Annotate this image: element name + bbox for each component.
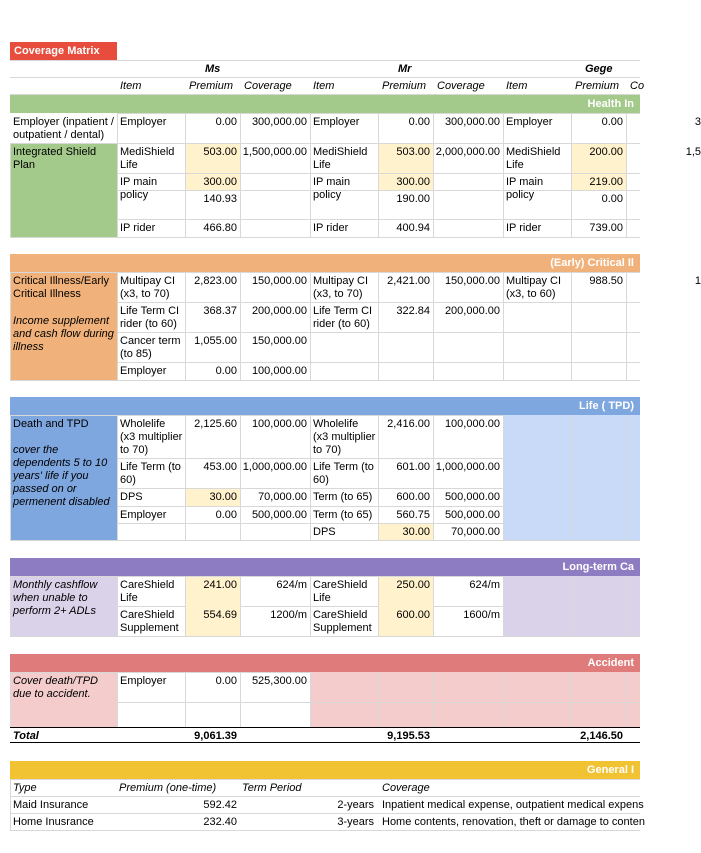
person-header: Mr [398,63,412,75]
grid-line [10,380,640,381]
grid-line [10,272,640,273]
grid-line [503,272,504,380]
category-label: Death and TPD [13,418,89,430]
item-name: Multipay CI (x3, to 70) [120,275,176,300]
premium-value: 2,416.00 [387,418,430,430]
grid-line [626,576,627,636]
item-name: Employer [506,116,553,128]
grid-line [10,143,117,144]
premium-value: 739.00 [589,222,623,234]
grid-line [503,113,504,237]
premium-value: 241.00 [203,579,237,591]
general-type: Home Inusrance [13,816,94,828]
item-name: Term (to 65) [313,491,373,503]
item-name: CareShield Supplement [120,609,179,634]
premium-value: 453.00 [203,461,237,473]
column-header: Coverage [437,80,485,92]
coverage-value: 1,500,000.00 [242,146,307,158]
column-header: Item [313,80,335,92]
premium-value: 466.80 [203,222,237,234]
section-label: Life ( TPD) [579,400,634,412]
premium-value: 300.00 [203,176,237,188]
coverage-value: 500,000.00 [251,509,307,521]
item-name: Wholelife (x3 multiplier to 70) [120,418,183,456]
item-name: DPS [120,491,143,503]
grid-line [240,272,241,380]
item-name: CareShield Life [313,579,368,604]
item-name: IP main policy [313,176,351,201]
item-name: MediShield Life [506,146,561,171]
grid-line [10,415,11,540]
premium-value: 200.00 [589,146,623,158]
premium-value: 400.94 [396,222,430,234]
grid-line [571,672,572,727]
grid-line [310,576,311,636]
item-name: Life Term (to 60) [313,461,374,486]
premium-value: 30.00 [209,491,237,503]
item-name: Wholelife (x3 multiplier to 70) [313,418,376,456]
grid-line [503,415,504,540]
grid-line [503,672,504,727]
grid-line [433,113,434,237]
premium-value: 0.00 [408,116,430,128]
grid-line [10,60,640,61]
total-ms: 9,061.39 [194,730,237,742]
column-header: Premium [189,80,234,92]
column-header: Term Period [242,782,302,794]
column-header: Premium [575,80,620,92]
coverage-value: 100,000.00 [251,365,307,377]
grid-line [310,672,311,727]
grid-line [378,272,379,380]
grid-line [240,113,241,237]
premium-value: 190.00 [396,193,430,205]
item-name: Employer [120,365,167,377]
grid-line [433,272,434,380]
category-label: Integrated Shield Plan [13,146,97,171]
grid-line [10,830,640,831]
coverage-value: 525,300.00 [251,675,307,687]
premium-value: 600.00 [396,609,430,621]
coverage-value: 1,000,000.00 [242,461,307,473]
coverage-value: 1600/m [463,609,500,621]
grid-line [626,415,627,540]
item-name: IP rider [506,222,542,234]
item-name: IP main policy [120,176,158,201]
grid-line [310,702,640,703]
grid-line [10,779,640,780]
general-premium: 232.40 [203,816,237,828]
section-label: General I [586,764,634,776]
column-header: Item [506,80,528,92]
coverage-value: 1,5 [685,146,701,158]
premium-value: 600.00 [396,491,430,503]
premium-value: 0.00 [601,193,623,205]
grid-line [185,272,186,380]
grid-line [310,272,311,380]
coverage-value: 500,000.00 [444,491,500,503]
premium-value: 30.00 [402,526,430,538]
grid-line [117,113,118,237]
item-name: Multipay CI (x3, to 70) [313,275,369,300]
premium-value: 300.00 [396,176,430,188]
premium-value: 560.75 [396,509,430,521]
page-title: Coverage Matrix [14,45,100,57]
grid-line [117,415,118,540]
person-header: Ms [205,63,221,75]
premium-value: 140.93 [203,193,237,205]
premium-value: 503.00 [203,146,237,158]
grid-line [626,113,627,237]
grid-line [503,576,504,636]
general-banner [10,761,640,779]
section-label: Accident [587,657,634,669]
item-name: Life Term CI rider (to 60) [120,305,180,330]
coverage-value: 300,000.00 [444,116,500,128]
coverage-value: 624/m [276,579,307,591]
item-name: Employer [313,116,360,128]
coverage-value: 200,000.00 [444,305,500,317]
column-header: Type [13,782,37,794]
coverage-value: 150,000.00 [444,275,500,287]
item-name: Term (to 65) [313,509,373,521]
item-name: Life Term (to 60) [120,461,181,486]
coverage-value: 3 [694,116,701,128]
premium-value: 988.50 [589,275,623,287]
section-label: Long-term Ca [562,561,634,573]
item-name: MediShield Life [120,146,175,171]
grid-line [378,672,379,727]
section-label: (Early) Critical Il [550,257,634,269]
grid-line [433,672,434,727]
grid-line [10,796,640,797]
grid-line [10,813,640,814]
coverage-value: 2,000,000.00 [435,146,500,158]
premium-value: 0.00 [215,116,237,128]
grid-line [10,77,640,78]
coverage-value: 70,000.00 [451,526,500,538]
grid-line [117,672,118,727]
coverage-value: 1 [694,275,701,287]
coverage-value: 500,000.00 [444,509,500,521]
category-label: Critical Illness/Early Critical Illness [13,275,109,300]
item-name: Life Term CI rider (to 60) [313,305,373,330]
item-name: Employer [120,675,167,687]
premium-value: 219.00 [589,176,623,188]
grid-line [10,727,640,728]
general-term: 3-years [337,816,374,828]
category-note: Monthly cashflow when unable to perform 2+ ADLs [13,579,98,617]
grid-line [571,415,572,540]
premium-value: 503.00 [396,146,430,158]
grid-line [626,672,627,727]
grid-line [10,576,11,636]
general-type: Maid Insurance [13,799,89,811]
coverage-value: 100,000.00 [444,418,500,430]
item-name: MediShield Life [313,146,368,171]
column-header: Coverage [244,80,292,92]
grid-line [10,272,11,380]
column-header: Premium (one-time) [119,782,217,794]
person-header: Gege [585,63,613,75]
premium-value: 0.00 [215,675,237,687]
grid-line [571,576,572,636]
grid-line [117,272,118,380]
premium-value: 601.00 [396,461,430,473]
coverage-value: 1,000,000.00 [435,461,500,473]
ltc-banner [10,558,640,576]
total-mr: 9,195.53 [387,730,430,742]
category-label: Employer (inpatient / outpatient / dental) [13,116,114,141]
coverage-value: 70,000.00 [258,491,307,503]
coverage-value: 100,000.00 [251,418,307,430]
coverage-value: 624/m [469,579,500,591]
health-banner [10,95,640,113]
category-note: Income supplement and cash flow during illness [13,315,114,353]
premium-value: 0.00 [215,365,237,377]
coverage-value: 150,000.00 [251,275,307,287]
grid-line [626,272,627,380]
item-name: IP rider [120,222,156,234]
grid-line [10,779,11,830]
grid-line [117,576,118,636]
grid-line [10,636,640,637]
grid-line [10,672,11,727]
life-banner [10,397,640,415]
grid-line [571,272,572,380]
total-label: Total [13,730,39,742]
premium-value: 2,421.00 [387,275,430,287]
item-name: DPS [313,526,336,538]
premium-value: 322.84 [396,305,430,317]
coverage-value: 1200/m [270,609,307,621]
item-name: CareShield Supplement [313,609,372,634]
critical-banner [10,254,640,272]
premium-value: 250.00 [396,579,430,591]
column-header: Coverage [382,782,430,794]
premium-value: 2,823.00 [194,275,237,287]
grid-line [310,415,311,540]
grid-line [310,113,311,237]
grid-line [10,237,640,238]
item-name: Multipay CI (x3, to 60) [506,275,562,300]
grid-line [10,742,640,743]
section-label: Health In [587,98,634,110]
category-note: cover the dependents 5 to 10 years' life if you passed on or permenent disabled [13,444,110,508]
empty-fill [310,672,640,727]
grid-line [10,540,640,541]
accident-banner [10,654,640,672]
item-name: Employer [120,509,167,521]
coverage-value: 300,000.00 [251,116,307,128]
premium-value: 0.00 [601,116,623,128]
item-name: Employer [120,116,167,128]
item-name: IP rider [313,222,349,234]
category-note: Cover death/TPD due to accident. [13,675,98,700]
premium-value: 554.69 [203,609,237,621]
coverage-value: 200,000.00 [251,305,307,317]
premium-value: 2,125.60 [194,418,237,430]
general-premium: 592.42 [203,799,237,811]
column-header: Premium [382,80,427,92]
item-name: IP main policy [506,176,544,201]
total-gege: 2,146.50 [580,730,623,742]
coverage-value: 150,000.00 [251,335,307,347]
general-coverage: Home contents, renovation, theft or damage to conten [382,816,645,828]
item-name: CareShield Life [120,579,175,604]
column-header: Co [630,80,645,92]
column-header: Item [120,80,142,92]
premium-value: 368.37 [203,305,237,317]
general-term: 2-years [337,799,374,811]
premium-value: 0.00 [215,509,237,521]
item-name: Cancer term (to 85) [120,335,181,360]
general-coverage: Inpatient medical expense, outpatient medical expens [382,799,644,811]
premium-value: 1,055.00 [194,335,237,347]
